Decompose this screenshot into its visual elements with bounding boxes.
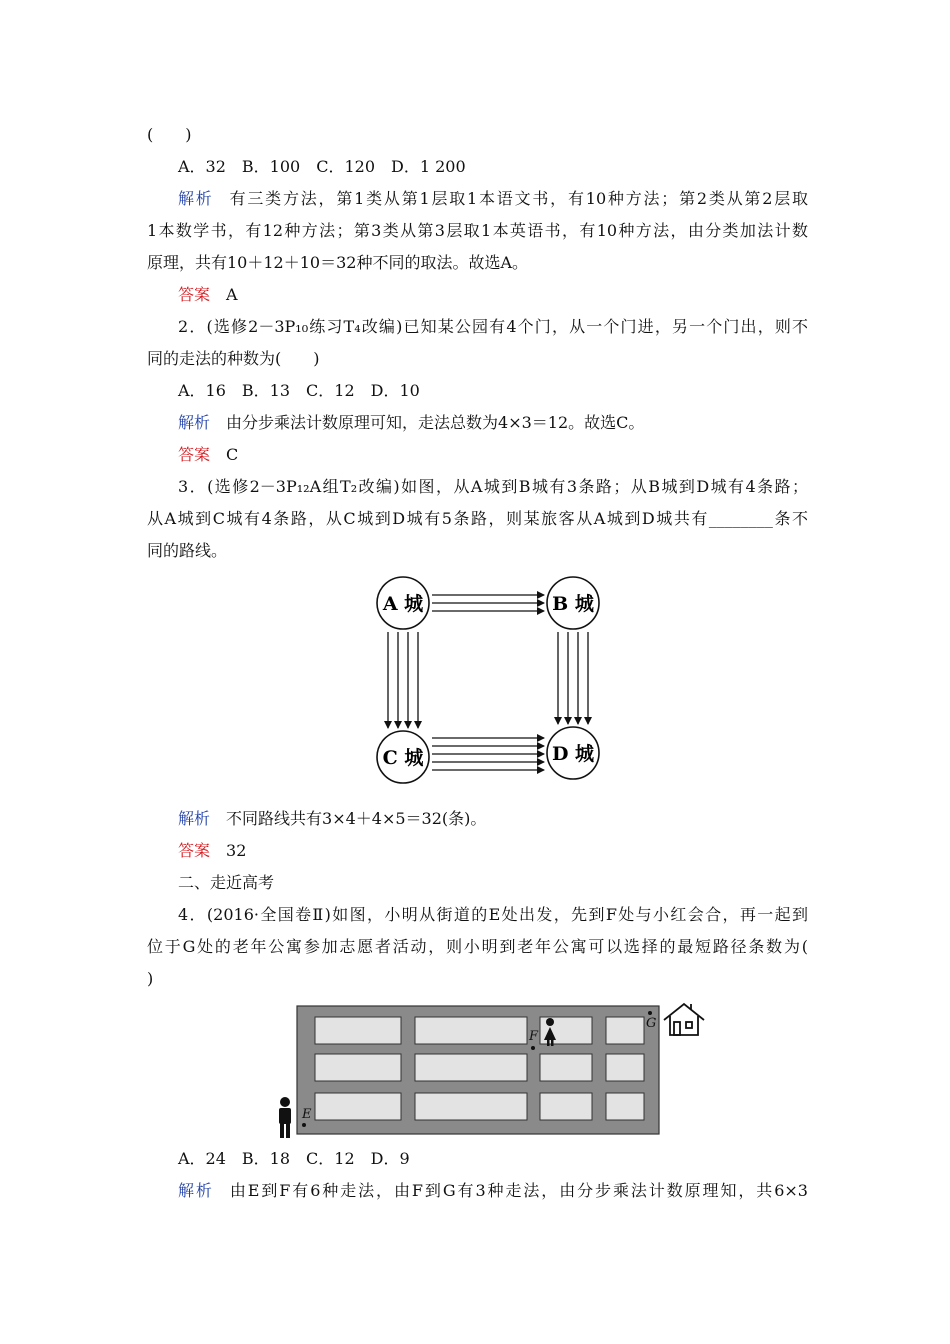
block — [315, 1093, 401, 1120]
q3-analysis — [178, 808, 486, 830]
answer-bracket: ( ) — [147, 125, 192, 144]
city-a-label: A 城 — [382, 593, 424, 615]
block — [315, 1054, 401, 1081]
q2-answer — [178, 444, 238, 466]
q1-options: A．32 B．100 C．120 D．1 200 — [178, 157, 466, 176]
q3-stem-line-2: 从A城到C城有4条路，从C城到D城有5条路，则某旅客从A城到D城共有________条不 — [147, 509, 808, 528]
block — [540, 1054, 592, 1081]
answer-value: A — [226, 285, 238, 304]
q1-answer — [178, 284, 238, 306]
q4-analysis — [178, 1180, 808, 1202]
city-d-label: D 城 — [551, 743, 595, 765]
section-heading: 二、走近高考 — [178, 873, 275, 892]
point-g — [648, 1011, 652, 1015]
analysis-text: 由分步乘法计数原理可知，走法总数为4×3＝12。故选C。 — [226, 413, 645, 432]
q4-options: A．24 B．18 C．12 D．9 — [178, 1149, 410, 1168]
analysis-text: 由E到F有6种走法，由F到G有3种走法，由分步乘法计数原理知，共6×3 — [229, 1181, 808, 1200]
answer-label: 答案 — [178, 841, 211, 860]
block — [540, 1093, 592, 1120]
city-b-label: B 城 — [552, 593, 594, 615]
q2-stem-line-1: 2．(选修2－3P₁₀练习T₄改编)已知某公园有4个门，从一个门进，另一个门出，则不 — [178, 317, 808, 336]
block — [415, 1054, 527, 1081]
q3-answer — [178, 840, 246, 862]
routes-b-to-d — [558, 632, 588, 724]
point-f-label: F — [529, 1029, 539, 1044]
answer-label: 答案 — [178, 285, 211, 304]
point-f — [531, 1046, 535, 1050]
routes-a-to-c — [388, 632, 418, 728]
analysis-text: 不同路线共有3×4＋4×5＝32(条)。 — [226, 809, 487, 828]
point-g-label: G — [646, 1016, 657, 1031]
q3-stem-line-3: 同的路线。 — [147, 541, 228, 560]
point-e-label: E — [302, 1107, 312, 1122]
answer-value: C — [226, 445, 239, 464]
q4-stem-line-3: ) — [147, 969, 154, 988]
street-grid-figure — [270, 998, 710, 1143]
block — [606, 1054, 644, 1081]
q1-analysis-line-2: 1本数学书，有12种方法；第3类从第3层取1本英语书，有10种方法，由分类加法计数 — [147, 221, 808, 240]
q4-stem-line-2: 位于G处的老年公寓参加志愿者活动，则小明到老年公寓可以选择的最短路径条数为( — [147, 937, 808, 956]
q3-stem-line-1: 3．(选修2－3P₁₂A组T₂改编)如图，从A城到B城有3条路；从B城到D城有4条路； — [178, 477, 808, 496]
routes-a-to-b — [432, 595, 544, 611]
q1-analysis-line-3: 原理，共有10＋12＋10＝32种不同的取法。故选A。 — [147, 253, 528, 272]
q2-options: A．16 B．13 C．12 D．10 — [178, 381, 420, 400]
q4-stem-line-1: 4．(2016·全国卷Ⅱ)如图，小明从街道的E处出发，先到F处与小红会合，再一起到 — [178, 905, 808, 924]
q2-stem-line-2: 同的走法的种数为( ) — [147, 349, 320, 368]
routes-c-to-d — [432, 738, 544, 770]
answer-value: 32 — [226, 841, 247, 860]
analysis-text: 有三类方法，第1类从第1层取1本语文书，有10种方法；第2类从第2层取 — [229, 189, 808, 208]
block — [415, 1017, 527, 1044]
analysis-label: 解析 — [178, 189, 214, 208]
block — [415, 1093, 527, 1120]
block — [606, 1093, 644, 1120]
house-icon — [664, 1004, 704, 1035]
block — [606, 1017, 644, 1044]
block — [315, 1017, 401, 1044]
q1-analysis-line-1 — [178, 188, 808, 210]
city-c-label: C 城 — [382, 747, 424, 769]
point-e — [302, 1123, 306, 1127]
city-routes-figure — [370, 570, 610, 790]
boy-icon — [279, 1097, 291, 1138]
answer-label: 答案 — [178, 445, 211, 464]
q2-analysis — [178, 412, 644, 434]
analysis-label: 解析 — [178, 413, 211, 432]
analysis-label: 解析 — [178, 1181, 214, 1200]
analysis-label: 解析 — [178, 809, 211, 828]
